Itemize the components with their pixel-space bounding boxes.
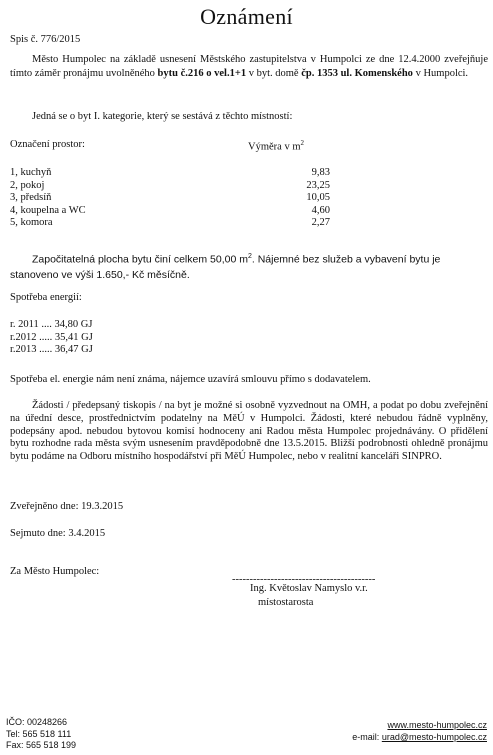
intro-text-mid: v byt. domě (246, 68, 302, 79)
page-title: Oznámení (200, 4, 293, 29)
room-name: 5, komora (10, 217, 53, 228)
room-name: 2, pokoj (10, 179, 45, 191)
area-note-a: Započitatelná plocha bytu činí celkem 50,00 m (32, 253, 248, 266)
room-name: 4, koupelna a WC (10, 204, 86, 216)
footer-ico: IČO: 00248266 (6, 717, 68, 727)
intro-paragraph (10, 53, 488, 81)
room-area: 10,05 (306, 192, 330, 203)
footer-contacts (6, 717, 76, 752)
applications-paragraph (10, 400, 488, 464)
rooms-header-label: Označení prostor: (10, 139, 85, 150)
energy-list (10, 319, 93, 357)
electricity-note: Spotřeba el. energie nám není známa, nájemce uzavírá smlouvu přímo s dodavatelem. (10, 374, 371, 385)
area-note-sup: 2 (247, 253, 252, 260)
area-note-b: . Nájemné bez služeb a vybavení bytu je stanoveno ve výši 1.650,- Kč měsíčně. (10, 253, 441, 281)
room-name: 1, kuchyň (10, 167, 52, 178)
website-link[interactable]: www.mesto-humpolec.cz (387, 720, 487, 730)
published-date: Zveřejněno dne: 19.3.2015 (10, 501, 124, 512)
signatory-name: Ing. Květoslav Namyslo v.r. (250, 583, 368, 594)
footer-web (352, 719, 487, 743)
rooms-list (10, 167, 330, 230)
rooms-header-area (248, 139, 304, 153)
file-reference: Spis č. 776/2015 (10, 34, 81, 45)
energy-row: r.2012 ..... 35,41 GJ (10, 331, 93, 343)
area-header-sup: 2 (300, 139, 304, 147)
room-row (10, 217, 330, 230)
room-row (10, 180, 330, 193)
energy-title: Spotřeba energií: (10, 292, 82, 303)
intro-text-before: Město Humpolec na základě usnesení Městského zastupitelstva v Humpolci ze dne 12.4.2000 zveřejňuje tímto záměr pronájmu uvolněného (10, 54, 488, 79)
room-area: 9,83 (311, 167, 330, 178)
room-name: 3, předsíň (10, 192, 52, 203)
room-row (10, 167, 330, 180)
room-area: 4,60 (311, 204, 330, 216)
footer-fax: Fax: 565 518 199 (6, 740, 77, 750)
flat-designation: bytu č.216 o vel.1+1 (157, 68, 247, 79)
footer-tel: Tel: 565 518 111 (6, 728, 72, 739)
area-header-text: Výměra v m (248, 141, 301, 153)
room-row (10, 192, 330, 205)
area-rent-note (10, 249, 488, 283)
energy-row: r.2013 ..... 36,47 GJ (10, 344, 93, 355)
for-city-label: Za Město Humpolec: (10, 566, 100, 577)
room-area: 23,25 (306, 179, 330, 191)
room-row (10, 205, 330, 218)
email-label: e-mail: (352, 732, 382, 742)
energy-row: r. 2011 .... 34,80 GJ (10, 319, 93, 330)
intro-text-after: v Humpolci. (412, 68, 469, 79)
room-area: 2,27 (311, 217, 330, 228)
category-note: Jedná se o byt I. kategorie, který se sestává z těchto místností: (32, 111, 293, 122)
signatory-role: místostarosta (258, 597, 314, 608)
removed-date: Sejmuto dne: 3.4.2015 (10, 528, 106, 539)
applications-text: Žádosti / předepsaný tiskopis / na byt je možné si osobně vyzvednout na OMH, a podat po dobu zveřejnění na úřední desce, prostřednictvím podatelny na MěÚ v Humpolci. Žádosti, které nebudou řádně vyplněny, podepsány apod. nebudou bytovou komisí hodnoceny ani Radou města Humpolec projednávány. O přidělení bytu rozhodne rada města svým usnesením pravděpodobně dne 13.5.2015. Bližší podrobnosti ohledně pronájmu bytu podáme na Odboru místního hospodářství při MěÚ Humpolec, nebo v realitní kanceláři SINPRO. (10, 400, 488, 463)
email-link[interactable]: urad@mesto-humpolec.cz (381, 732, 487, 742)
signature-line: ----------------------------------------- (232, 574, 376, 585)
house-address: čp. 1353 ul. Komenského (301, 68, 413, 79)
